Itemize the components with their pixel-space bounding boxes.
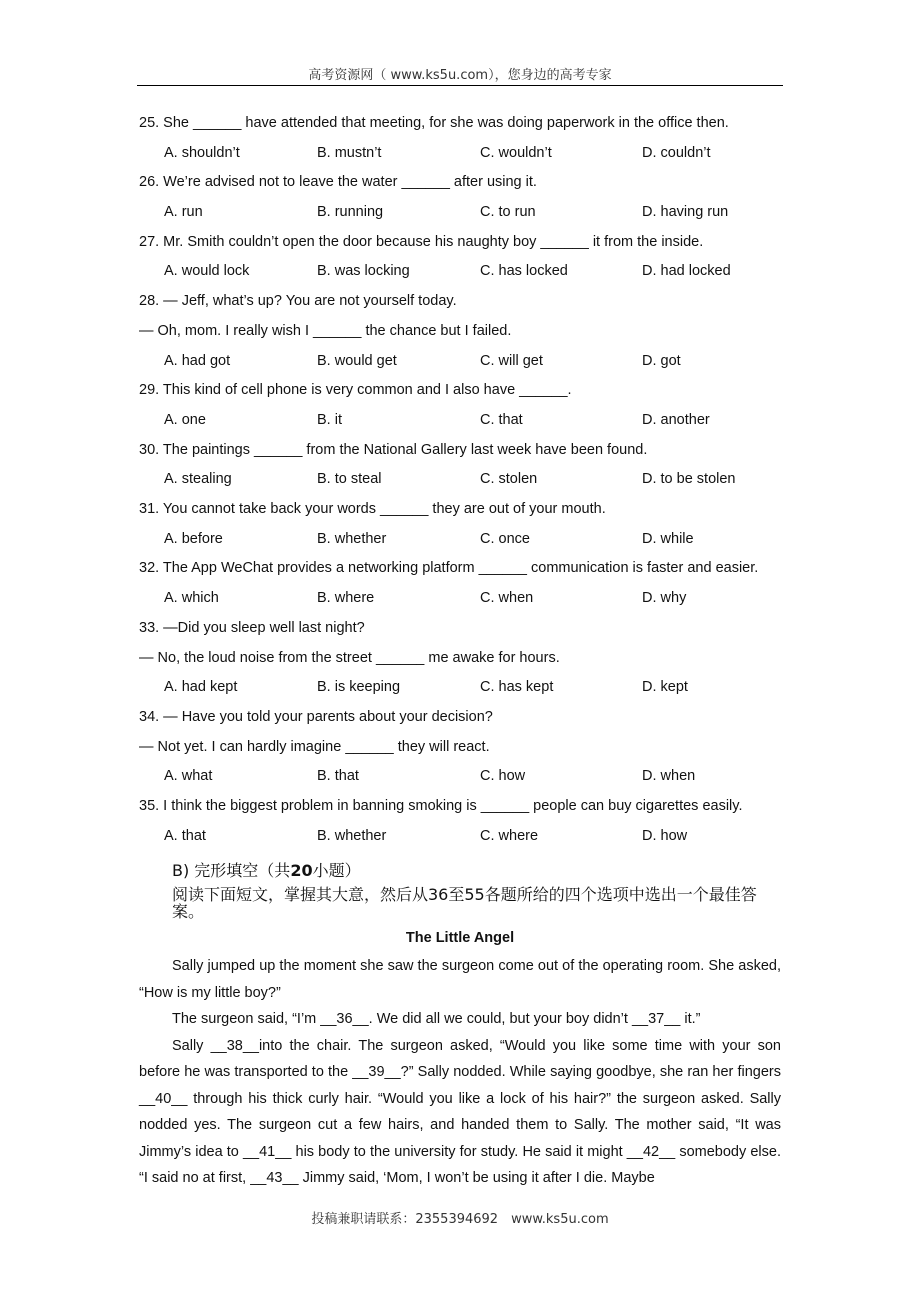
answer-option: D. why (642, 590, 687, 607)
question-dialogue-line: — Not yet. I can hardly imagine ______ they will react. (139, 738, 490, 755)
answer-option: B. would get (317, 352, 397, 369)
question-list (139, 109, 789, 851)
story-paragraph: Sally __38__into the chair. The surgeon asked, “Would you like some time with your son before he was transported to the __39__?” Sally nodded. While saying goodbye, she ran her fingers __40__ through his thick curly hair. “Would you like a lock of his hair?” the surgeon asked. Sally nodded yes. The surgeon cut a few hairs, and handed them to Sally. The mother said, “It was Jimmy’s idea to __41__ his body to the university for study. He said it might __42__ somebody else. “I said no at first, __43__ Jimmy said, ‘Mom, I won’t be using it after I die. Maybe (139, 1037, 781, 1186)
question-item (139, 287, 789, 376)
answer-option: A. shouldn’t (164, 144, 240, 161)
answer-option: A. that (164, 827, 206, 844)
answer-option: A. would lock (164, 263, 250, 280)
answer-option: B. where (317, 590, 375, 607)
answer-option: A. which (164, 590, 219, 607)
option-row (139, 465, 789, 495)
option-row (139, 822, 789, 852)
question-stem: 34. — Have you told your parents about your decision? (139, 708, 493, 725)
question-stem: 29. This kind of cell phone is very common and I also have ______. (139, 382, 572, 399)
answer-option: D. having run (642, 204, 729, 221)
story-body (139, 953, 781, 1192)
answer-option: C. stolen (480, 471, 538, 488)
question-stem: 32. The App WeChat provides a networking platform ______ communication is faster and easier. (139, 560, 759, 577)
question-stem: 28. — Jeff, what’s up? You are not yourself today. (139, 293, 457, 310)
story-title: The Little Angel (405, 930, 515, 946)
option-row (139, 762, 789, 792)
answer-option: D. when (642, 768, 696, 785)
section-title-count: 20 (290, 861, 313, 880)
question-dialogue-line: — No, the loud noise from the street ______ me awake for hours. (139, 649, 560, 666)
answer-option: B. it (317, 411, 342, 428)
answer-option: A. before (164, 530, 223, 547)
answer-option: C. that (480, 411, 523, 428)
question-item (139, 495, 789, 554)
answer-option: C. has kept (480, 679, 554, 696)
answer-option: C. when (480, 590, 534, 607)
answer-option: B. was locking (317, 263, 410, 280)
question-stem: 27. Mr. Smith couldn’t open the door because his naughty boy ______ it from the inside. (139, 233, 704, 250)
option-row (139, 139, 789, 169)
question-item (139, 614, 789, 703)
answer-option: A. what (164, 768, 213, 785)
answer-option: C. has locked (480, 263, 568, 280)
cloze-section (172, 860, 792, 920)
question-item (139, 109, 789, 168)
answer-option: D. how (642, 827, 688, 844)
answer-option: B. mustn’t (317, 144, 382, 161)
answer-option: A. one (164, 411, 206, 428)
header-rule (137, 85, 783, 86)
answer-option: D. couldn’t (642, 144, 711, 161)
option-row (139, 198, 789, 228)
question-item (139, 436, 789, 495)
answer-option: B. whether (317, 530, 387, 547)
answer-option: D. kept (642, 679, 688, 696)
option-row (139, 347, 789, 377)
page-header: 高考资源网（ www.ks5u.com），您身边的高考专家 (308, 68, 612, 83)
answer-option: B. to steal (317, 471, 382, 488)
question-stem: 26. We’re advised not to leave the water ______ after using it. (139, 174, 537, 191)
question-stem: 33. —Did you sleep well last night? (139, 619, 365, 636)
question-item (139, 168, 789, 227)
answer-option: B. whether (317, 827, 387, 844)
answer-option: D. to be stolen (642, 471, 736, 488)
answer-option: B. running (317, 204, 384, 221)
option-row (139, 406, 789, 436)
answer-option: B. that (317, 768, 359, 785)
answer-option: C. how (480, 768, 526, 785)
question-stem: 31. You cannot take back your words ______ they are out of your mouth. (139, 501, 606, 518)
question-item (139, 792, 789, 851)
option-row (139, 257, 789, 287)
section-title (172, 860, 792, 882)
answer-option: D. another (642, 411, 710, 428)
answer-option: D. while (642, 530, 694, 547)
question-item (139, 376, 789, 435)
story-paragraph: Sally jumped up the moment she saw the surgeon come out of the operating room. She asked, “How is my little boy?” (139, 958, 781, 1001)
option-row (139, 584, 789, 614)
section-instruction: 阅读下面短文，掌握其大意，然后从36至55各题所给的四个选项中选出一个最佳答案。 (172, 885, 757, 921)
question-dialogue-line: — Oh, mom. I really wish I ______ the chance but I failed. (139, 322, 512, 339)
answer-option: A. run (164, 204, 203, 221)
answer-option: D. had locked (642, 263, 731, 280)
answer-option: C. to run (480, 204, 536, 221)
question-item (139, 554, 789, 613)
answer-option: D. got (642, 352, 681, 369)
answer-option: A. stealing (164, 471, 232, 488)
option-row (139, 673, 789, 703)
answer-option: C. wouldn’t (480, 144, 552, 161)
question-stem: 30. The paintings ______ from the National Gallery last week have been found. (139, 441, 648, 458)
answer-option: A. had kept (164, 679, 238, 696)
section-title-prefix: B) 完形填空（共 (172, 861, 291, 880)
page-footer: 投稿兼职请联系：2355394692 www.ks5u.com (311, 1212, 609, 1227)
option-row (139, 525, 789, 555)
answer-option: B. is keeping (317, 679, 401, 696)
question-stem: 35. I think the biggest problem in banning smoking is ______ people can buy cigarettes easily. (139, 798, 743, 815)
answer-option: C. where (480, 827, 539, 844)
question-item (139, 228, 789, 287)
question-item (139, 703, 789, 792)
story-paragraph: The surgeon said, “I’m __36__. We did all we could, but your boy didn’t __37__ it.” (172, 1011, 701, 1027)
question-stem: 25. She ______ have attended that meeting, for she was doing paperwork in the office then. (139, 115, 729, 131)
section-title-suffix: 小题） (312, 861, 361, 880)
answer-option: C. will get (480, 352, 543, 369)
answer-option: C. once (480, 530, 530, 547)
answer-option: A. had got (164, 352, 231, 369)
